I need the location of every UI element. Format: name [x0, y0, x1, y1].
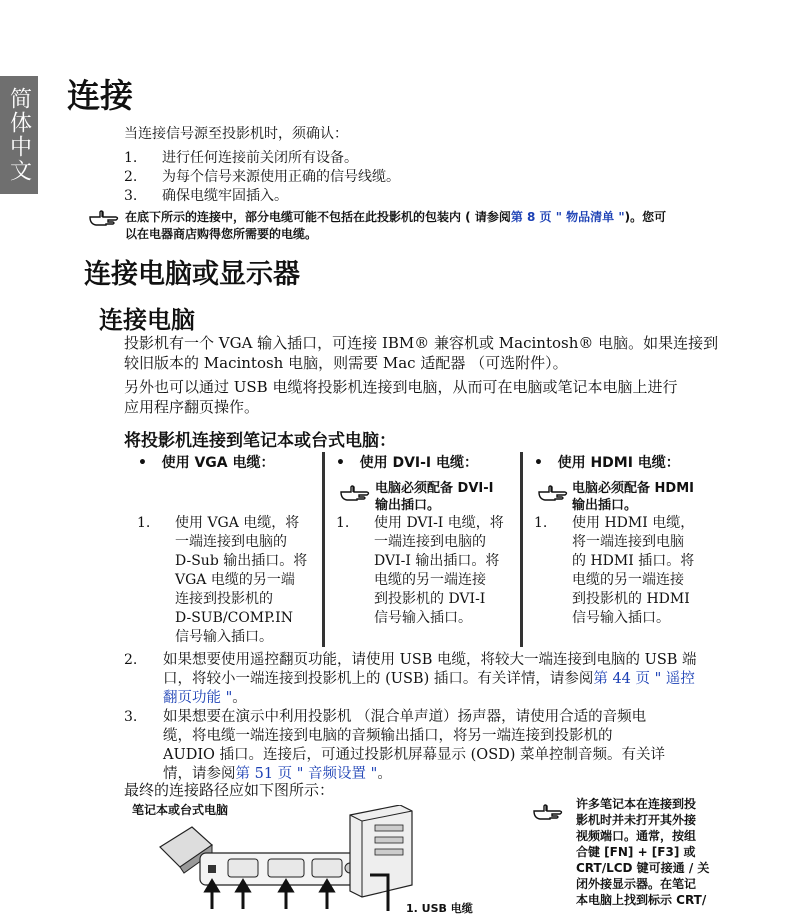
cable-label: 1. USB 电缆: [406, 902, 473, 915]
list-item: 2. 为每个信号来源使用正确的信号线缆。: [124, 169, 400, 185]
step-remote-paging: 如果想要使用遥控翻页功能，请使用 USB 电缆，将较大一端连接到电脑的 USB 端 口，将较小一端连接到投影机上的 (USB) 插口。有关详情，请参阅第 44 页 " 遥控 翻页功能 "。: [163, 652, 697, 706]
desktop-tower: [350, 805, 412, 897]
column-header-dvi: • 使用 DVI-I 电缆：: [336, 455, 479, 471]
language-tab: 简体中文: [0, 76, 38, 194]
page-title: 连接: [67, 76, 133, 115]
connection-diagram: [150, 805, 480, 911]
link-audio-settings[interactable]: 第 51 页 " 音频设置 ": [235, 766, 378, 782]
note-cables: 在底下所示的连接中，部分电缆可能不包括在此投影机的包装内 ( 请参阅第 8 页 " 物品清单 ")。您可 以在电器商店购得您所需要的电缆。: [125, 210, 667, 241]
note-hand-icon: [339, 483, 373, 501]
note-hand-icon: [537, 483, 571, 501]
step-num: 3.: [124, 709, 138, 725]
column-instructions-dvi: 使用 DVI-I 电缆，将 一端连接到电脑的 DVI-I 输出插口。将 电缆的另一端连接 到投影机的 DVI-I 信号输入插口。: [374, 515, 504, 626]
subsection-title: 连接电脑: [99, 306, 195, 334]
link-remote-paging[interactable]: 第 44 页 " 遥控: [593, 671, 695, 687]
sub-heading: 将投影机连接到笔记本或台式电脑：: [124, 431, 396, 451]
step-audio: 如果想要在演示中利用投影机 （混合单声道）扬声器，请使用合适的音频电 缆，将电缆一端连接到电脑的音频输出插口，将另一端连接到投影机的 AUDIO 插口。连接后，可通过投影机屏幕显示 (OSD) 菜单控制音频。有关详 情，请参阅第 51 页 " 音频设置 "。: [163, 709, 666, 782]
column-header-vga: • 使用 VGA 电缆：: [138, 455, 275, 471]
port-panel: [200, 853, 360, 885]
column-num: 1.: [336, 515, 350, 531]
column-header-hdmi: • 使用 HDMI 电缆：: [534, 455, 680, 471]
side-note-external-display: 许多笔记本在连接到投 影机时并未打开其外接 视频端口。通常，按组 合键 [FN] + [F3] 或 CRT/LCD 键可接通 / 关 闭外接显示器。在笔记 本电脑上找到标示 CRT/: [576, 797, 710, 907]
note-hand-icon: [532, 802, 566, 820]
paragraph-vga: 投影机有一个 VGA 输入插口，可连接 IBM® 兼容机或 Macintosh® 电脑。如果连接到 较旧版本的 Macintosh 电脑，则需要 Mac 适配器 （可选附件）。: [124, 334, 719, 372]
note-hand-icon: [88, 208, 122, 226]
column-instructions-vga: 使用 VGA 电缆，将 一端连接到电脑的 D-Sub 输出插口。将 VGA 电缆的另一端 连接到投影机的 D-SUB/COMP.IN 信号输入插口。: [175, 515, 308, 645]
column-instructions-hdmi: 使用 HDMI 电缆， 将一端连接到电脑 的 HDMI 插口。将 电缆的另一端连接 到投影机的 HDMI 信号输入插口。: [572, 515, 695, 626]
list-item: 3. 确保电缆牢固插入。: [124, 188, 288, 204]
column-num: 1.: [137, 515, 151, 531]
intro-text: 当连接信号源至投影机时，须确认：: [124, 126, 348, 142]
section-title: 连接电脑或显示器: [84, 259, 300, 290]
step-num: 2.: [124, 652, 138, 668]
link-item-list[interactable]: 第 8 页 " 物品清单 ": [510, 210, 625, 224]
list-item: 1. 进行任何连接前关闭所有设备。: [124, 150, 358, 166]
column-divider: [322, 452, 325, 647]
column-num: 1.: [534, 515, 548, 531]
link-remote-paging-cont[interactable]: 翻页功能 ": [163, 690, 233, 706]
paragraph-usb: 另外也可以通过 USB 电缆将投影机连接到电脑，从而可在电脑或笔记本电脑上进行 应用程序翻页操作。: [124, 378, 678, 416]
final-path-text: 最终的连接路径应如下图所示：: [124, 781, 335, 799]
column-divider: [520, 452, 523, 647]
column-note-hdmi: 电脑必须配备 HDMI 输出插口。: [572, 481, 694, 513]
column-note-dvi: 电脑必须配备 DVI-I 输出插口。: [375, 481, 494, 513]
diagram-label: 笔记本或台式电脑: [132, 803, 229, 817]
checklist: [124, 149, 400, 206]
